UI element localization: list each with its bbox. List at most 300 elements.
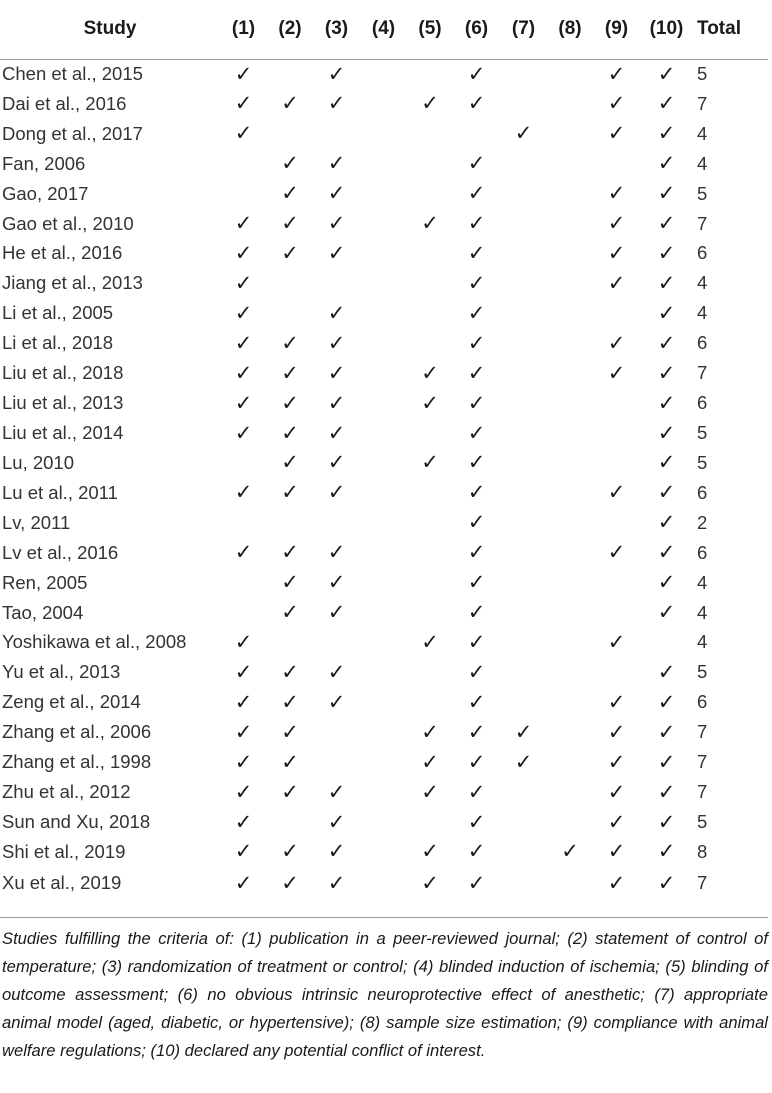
criterion-check-mark: ✓: [467, 660, 486, 684]
criterion-empty-cell: [313, 747, 360, 777]
criterion-empty-cell: [547, 538, 593, 568]
criterion-check-mark: ✓: [234, 92, 253, 116]
total-score-cell: 4: [697, 302, 708, 324]
total-score-cell: 4: [697, 631, 708, 653]
criterion-empty-cell: [360, 777, 407, 807]
criterion-empty-cell: [547, 657, 593, 687]
criterion-empty-cell: [500, 867, 547, 900]
total-score-cell: 4: [697, 152, 708, 174]
criterion-empty-cell: [500, 179, 547, 209]
criterion-empty-cell: [407, 807, 453, 837]
criterion-empty-cell: [500, 687, 547, 717]
criterion-check-mark: ✓: [467, 331, 486, 355]
criterion-check-mark: ✓: [281, 451, 299, 475]
criterion-check-mark: ✓: [607, 361, 626, 385]
study-name-cell: Zeng et al., 2014: [2, 691, 141, 713]
criterion-empty-cell: [547, 179, 593, 209]
criterion-empty-cell: [593, 149, 640, 179]
criterion-check-mark: ✓: [607, 541, 626, 565]
criterion-empty-cell: [500, 598, 547, 628]
study-name-cell: Tao, 2004: [2, 601, 84, 623]
criterion-check-mark: ✓: [327, 541, 346, 565]
criterion-empty-cell: [500, 538, 547, 568]
criterion-check-mark: ✓: [607, 810, 626, 834]
criterion-empty-cell: [360, 657, 407, 687]
criterion-check-mark: ✓: [421, 630, 439, 654]
criterion-check-mark: ✓: [467, 92, 486, 116]
criterion-empty-cell: [407, 59, 453, 89]
column-header-criterion-1: (1): [220, 0, 267, 59]
criterion-empty-cell: [593, 508, 640, 538]
total-score-cell: 5: [697, 63, 708, 85]
criterion-check-mark: ✓: [467, 720, 486, 744]
criterion-check-mark: ✓: [657, 361, 676, 385]
study-name-cell: Li et al., 2005: [2, 302, 114, 324]
criterion-check-mark: ✓: [467, 601, 486, 625]
total-score-cell: 6: [697, 541, 708, 563]
criterion-check-mark: ✓: [421, 451, 439, 475]
criterion-empty-cell: [267, 628, 313, 658]
criterion-empty-cell: [407, 478, 453, 508]
criterion-check-mark: ✓: [657, 92, 676, 116]
criterion-check-mark: ✓: [467, 391, 486, 415]
criterion-check-mark: ✓: [234, 690, 253, 714]
criterion-check-mark: ✓: [607, 720, 626, 744]
criterion-empty-cell: [500, 358, 547, 388]
criterion-check-mark: ✓: [657, 511, 676, 535]
criterion-empty-cell: [593, 598, 640, 628]
criterion-check-mark: ✓: [327, 601, 346, 625]
study-name-cell: Jiang et al., 2013: [2, 272, 143, 294]
criterion-empty-cell: [360, 538, 407, 568]
criterion-check-mark: ✓: [657, 451, 676, 475]
study-name-cell: Lu, 2010: [2, 451, 75, 473]
criterion-check-mark: ✓: [467, 541, 486, 565]
table-header-row: [0, 0, 768, 59]
table-row: [0, 478, 768, 508]
criterion-check-mark: ✓: [657, 212, 676, 236]
criterion-check-mark: ✓: [657, 810, 676, 834]
criterion-check-mark: ✓: [327, 241, 346, 265]
criterion-empty-cell: [313, 628, 360, 658]
criterion-check-mark: ✓: [234, 301, 253, 325]
criterion-empty-cell: [407, 239, 453, 269]
criterion-empty-cell: [500, 59, 547, 89]
criterion-check-mark: ✓: [281, 601, 299, 625]
criterion-check-mark: ✓: [234, 660, 253, 684]
criterion-check-mark: ✓: [234, 271, 253, 295]
criterion-check-mark: ✓: [607, 630, 626, 654]
criterion-empty-cell: [593, 388, 640, 418]
criterion-check-mark: ✓: [657, 541, 676, 565]
criterion-check-mark: ✓: [421, 840, 439, 864]
criterion-empty-cell: [500, 209, 547, 239]
total-score-cell: 4: [697, 601, 708, 623]
criterion-check-mark: ✓: [467, 630, 486, 654]
criterion-check-mark: ✓: [281, 750, 299, 774]
criterion-empty-cell: [360, 358, 407, 388]
column-header-criterion-10: (10): [640, 0, 693, 59]
column-header-criterion-4: (4): [360, 0, 407, 59]
table-footnote: Studies fulfilling the criteria of: (1) publication in a peer-reviewed journal; (2) statement of control of temperature; (3) randomization of treatment or control; (4) blinded induction of ischemia; (5) blinding of outcome assessment; (6) no obvious intrinsic neuroprotective effect of anesthetic; (7) appropriate animal model (aged, diabetic, or hypertensive); (8) sample size estimation; (9) compliance with animal welfare regulations; (10) declared any potential conflict of interest.: [2, 929, 768, 1060]
criterion-check-mark: ✓: [657, 152, 676, 176]
table-row: [0, 418, 768, 448]
table-body: [0, 59, 768, 900]
criterion-empty-cell: [360, 239, 407, 269]
criterion-check-mark: ✓: [327, 840, 346, 864]
criterion-check-mark: ✓: [561, 840, 579, 864]
criterion-check-mark: ✓: [467, 421, 486, 445]
table-row: [0, 538, 768, 568]
criterion-empty-cell: [547, 149, 593, 179]
criterion-empty-cell: [360, 298, 407, 328]
column-header-criterion-7: (7): [500, 0, 547, 59]
criterion-empty-cell: [500, 657, 547, 687]
criterion-check-mark: ✓: [234, 361, 253, 385]
criterion-empty-cell: [407, 119, 453, 149]
criterion-check-mark: ✓: [657, 601, 676, 625]
criterion-check-mark: ✓: [421, 212, 439, 236]
criterion-empty-cell: [547, 628, 593, 658]
criterion-empty-cell: [267, 807, 313, 837]
criterion-empty-cell: [360, 179, 407, 209]
criterion-empty-cell: [547, 119, 593, 149]
criterion-check-mark: ✓: [281, 871, 299, 895]
criterion-check-mark: ✓: [327, 152, 346, 176]
criterion-empty-cell: [220, 448, 267, 478]
criterion-check-mark: ✓: [327, 660, 346, 684]
criterion-check-mark: ✓: [657, 391, 676, 415]
criterion-check-mark: ✓: [467, 840, 486, 864]
criterion-check-mark: ✓: [281, 541, 299, 565]
criterion-empty-cell: [360, 448, 407, 478]
criterion-empty-cell: [407, 568, 453, 598]
criterion-empty-cell: [313, 717, 360, 747]
criterion-check-mark: ✓: [607, 122, 626, 146]
table-row: [0, 717, 768, 747]
criterion-empty-cell: [500, 448, 547, 478]
total-score-cell: 6: [697, 481, 708, 503]
criterion-check-mark: ✓: [467, 871, 486, 895]
criterion-check-mark: ✓: [657, 571, 676, 595]
total-score-cell: 6: [697, 392, 708, 414]
criterion-empty-cell: [407, 149, 453, 179]
criterion-check-mark: ✓: [607, 780, 626, 804]
criterion-check-mark: ✓: [607, 690, 626, 714]
study-name-cell: Zhang et al., 1998: [2, 751, 152, 773]
criterion-check-mark: ✓: [467, 271, 486, 295]
criterion-empty-cell: [220, 508, 267, 538]
criterion-empty-cell: [547, 717, 593, 747]
criterion-check-mark: ✓: [607, 840, 626, 864]
criterion-empty-cell: [360, 867, 407, 900]
criterion-empty-cell: [360, 268, 407, 298]
criterion-check-mark: ✓: [657, 481, 676, 505]
criterion-check-mark: ✓: [467, 301, 486, 325]
total-score-cell: 5: [697, 451, 708, 473]
total-score-cell: 7: [697, 781, 708, 803]
criterion-check-mark: ✓: [281, 212, 299, 236]
study-name-cell: Gao, 2017: [2, 182, 89, 204]
criterion-check-mark: ✓: [467, 750, 486, 774]
table-row: [0, 328, 768, 358]
criterion-check-mark: ✓: [327, 391, 346, 415]
column-header-criterion-8: (8): [547, 0, 593, 59]
total-score-cell: 7: [697, 721, 708, 743]
criterion-empty-cell: [500, 89, 547, 119]
column-header-criterion-2: (2): [267, 0, 313, 59]
criterion-empty-cell: [500, 568, 547, 598]
criterion-empty-cell: [547, 777, 593, 807]
study-name-cell: Li et al., 2018: [2, 332, 114, 354]
criterion-check-mark: ✓: [234, 541, 253, 565]
criterion-empty-cell: [360, 328, 407, 358]
criterion-empty-cell: [500, 418, 547, 448]
criterion-check-mark: ✓: [657, 122, 676, 146]
criterion-empty-cell: [500, 508, 547, 538]
criterion-check-mark: ✓: [421, 361, 439, 385]
criterion-empty-cell: [500, 239, 547, 269]
criterion-check-mark: ✓: [467, 241, 486, 265]
criterion-check-mark: ✓: [234, 391, 253, 415]
criterion-check-mark: ✓: [281, 481, 299, 505]
criterion-empty-cell: [267, 508, 313, 538]
criterion-empty-cell: [500, 478, 547, 508]
criterion-check-mark: ✓: [467, 212, 486, 236]
criterion-empty-cell: [360, 598, 407, 628]
criterion-check-mark: ✓: [467, 361, 486, 385]
table-row: [0, 239, 768, 269]
criterion-check-mark: ✓: [234, 241, 253, 265]
table-row: [0, 209, 768, 239]
total-score-cell: 2: [697, 511, 708, 533]
criterion-check-mark: ✓: [327, 871, 346, 895]
criterion-check-mark: ✓: [281, 421, 299, 445]
total-score-cell: 5: [697, 811, 708, 832]
criterion-check-mark: ✓: [281, 182, 299, 206]
criterion-empty-cell: [360, 687, 407, 717]
criterion-empty-cell: [407, 508, 453, 538]
criterion-empty-cell: [313, 119, 360, 149]
criterion-check-mark: ✓: [607, 62, 626, 86]
criterion-check-mark: ✓: [657, 421, 676, 445]
criterion-check-mark: ✓: [234, 810, 253, 834]
criterion-check-mark: ✓: [234, 750, 253, 774]
table-row: [0, 598, 768, 628]
criterion-check-mark: ✓: [657, 62, 676, 86]
criterion-check-mark: ✓: [234, 630, 253, 654]
criterion-empty-cell: [407, 328, 453, 358]
table-row: [0, 298, 768, 328]
criterion-check-mark: ✓: [514, 720, 533, 744]
study-name-cell: Zhu et al., 2012: [2, 781, 131, 803]
criterion-check-mark: ✓: [234, 212, 253, 236]
column-header-study: Study: [0, 0, 220, 59]
criterion-empty-cell: [267, 59, 313, 89]
criterion-check-mark: ✓: [607, 481, 626, 505]
criterion-empty-cell: [407, 179, 453, 209]
criterion-check-mark: ✓: [514, 750, 533, 774]
criterion-empty-cell: [360, 209, 407, 239]
criterion-check-mark: ✓: [281, 152, 299, 176]
study-name-cell: Sun and Xu, 2018: [2, 811, 151, 832]
criterion-check-mark: ✓: [281, 331, 299, 355]
criterion-check-mark: ✓: [327, 92, 346, 116]
criterion-check-mark: ✓: [514, 122, 533, 146]
total-score-cell: 6: [697, 242, 708, 264]
criterion-empty-cell: [500, 807, 547, 837]
table-row: [0, 747, 768, 777]
criterion-empty-cell: [500, 777, 547, 807]
study-name-cell: Shi et al., 2019: [2, 840, 126, 862]
criterion-empty-cell: [500, 628, 547, 658]
criterion-empty-cell: [500, 298, 547, 328]
criterion-check-mark: ✓: [467, 152, 486, 176]
column-header-criterion-3: (3): [313, 0, 360, 59]
criterion-empty-cell: [547, 598, 593, 628]
criterion-check-mark: ✓: [327, 780, 346, 804]
criterion-empty-cell: [407, 687, 453, 717]
study-name-cell: Yoshikawa et al., 2008: [2, 631, 187, 653]
criterion-empty-cell: [547, 687, 593, 717]
criterion-check-mark: ✓: [421, 780, 439, 804]
table-row: [0, 119, 768, 149]
criterion-check-mark: ✓: [607, 271, 626, 295]
criterion-check-mark: ✓: [607, 241, 626, 265]
criterion-check-mark: ✓: [657, 182, 676, 206]
total-score-cell: 4: [697, 122, 708, 144]
criterion-check-mark: ✓: [327, 182, 346, 206]
criterion-empty-cell: [407, 298, 453, 328]
table-row: [0, 657, 768, 687]
criterion-empty-cell: [547, 448, 593, 478]
criterion-empty-cell: [547, 328, 593, 358]
criterion-empty-cell: [360, 717, 407, 747]
criterion-empty-cell: [593, 568, 640, 598]
criterion-empty-cell: [313, 268, 360, 298]
total-score-cell: 8: [697, 840, 708, 862]
criterion-check-mark: ✓: [421, 720, 439, 744]
column-header-total: Total: [693, 0, 768, 59]
study-name-cell: Liu et al., 2014: [2, 422, 124, 444]
study-name-cell: Lv, 2011: [2, 511, 71, 533]
criterion-empty-cell: [547, 239, 593, 269]
total-score-cell: 7: [697, 212, 708, 234]
criterion-empty-cell: [360, 418, 407, 448]
criterion-empty-cell: [220, 149, 267, 179]
criterion-empty-cell: [407, 418, 453, 448]
criterion-check-mark: ✓: [657, 720, 676, 744]
criterion-check-mark: ✓: [234, 421, 253, 445]
criterion-check-mark: ✓: [327, 571, 346, 595]
total-score-cell: 6: [697, 691, 708, 713]
criterion-empty-cell: [500, 388, 547, 418]
criterion-empty-cell: [360, 478, 407, 508]
criterion-check-mark: ✓: [281, 391, 299, 415]
criterion-check-mark: ✓: [327, 212, 346, 236]
criterion-check-mark: ✓: [281, 241, 299, 265]
table-row: [0, 149, 768, 179]
criterion-empty-cell: [407, 657, 453, 687]
total-score-cell: 6: [697, 332, 708, 354]
criterion-check-mark: ✓: [327, 421, 346, 445]
column-header-criterion-5: (5): [407, 0, 453, 59]
criterion-empty-cell: [360, 59, 407, 89]
criterion-empty-cell: [500, 328, 547, 358]
criterion-check-mark: ✓: [657, 690, 676, 714]
criterion-empty-cell: [547, 568, 593, 598]
total-score-cell: 5: [697, 182, 708, 204]
criterion-check-mark: ✓: [657, 301, 676, 325]
table-row: [0, 687, 768, 717]
criterion-empty-cell: [593, 657, 640, 687]
criterion-check-mark: ✓: [467, 182, 486, 206]
criterion-check-mark: ✓: [234, 62, 253, 86]
criterion-check-mark: ✓: [327, 451, 346, 475]
criterion-empty-cell: [547, 508, 593, 538]
total-score-cell: 7: [697, 92, 708, 114]
study-name-cell: Dai et al., 2016: [2, 92, 127, 114]
table-row: [0, 448, 768, 478]
criterion-check-mark: ✓: [607, 871, 626, 895]
criterion-empty-cell: [360, 807, 407, 837]
criterion-check-mark: ✓: [234, 720, 253, 744]
criterion-empty-cell: [360, 388, 407, 418]
criterion-check-mark: ✓: [467, 780, 486, 804]
criterion-check-mark: ✓: [281, 92, 299, 116]
criterion-empty-cell: [547, 867, 593, 900]
criterion-empty-cell: [220, 568, 267, 598]
criterion-check-mark: ✓: [327, 690, 346, 714]
table-row: [0, 179, 768, 209]
study-name-cell: Xu et al., 2019: [2, 872, 122, 894]
column-header-criterion-6: (6): [453, 0, 500, 59]
criterion-empty-cell: [547, 209, 593, 239]
criterion-empty-cell: [547, 807, 593, 837]
total-score-cell: 4: [697, 571, 708, 593]
total-score-cell: 4: [697, 272, 708, 294]
criterion-empty-cell: [547, 298, 593, 328]
table-row: [0, 628, 768, 658]
criterion-check-mark: ✓: [281, 780, 299, 804]
criterion-empty-cell: [313, 508, 360, 538]
study-name-cell: Chen et al., 2015: [2, 63, 143, 85]
table-row: [0, 807, 768, 837]
criterion-empty-cell: [640, 628, 693, 658]
criterion-empty-cell: [547, 358, 593, 388]
criterion-check-mark: ✓: [467, 481, 486, 505]
criterion-check-mark: ✓: [467, 451, 486, 475]
criterion-check-mark: ✓: [234, 780, 253, 804]
study-name-cell: Liu et al., 2018: [2, 362, 124, 384]
criterion-check-mark: ✓: [657, 271, 676, 295]
criterion-empty-cell: [593, 418, 640, 448]
criterion-check-mark: ✓: [607, 331, 626, 355]
criterion-check-mark: ✓: [281, 660, 299, 684]
table-row: [0, 867, 768, 900]
criterion-check-mark: ✓: [467, 690, 486, 714]
criterion-empty-cell: [500, 837, 547, 867]
criterion-check-mark: ✓: [467, 571, 486, 595]
criterion-check-mark: ✓: [234, 331, 253, 355]
criterion-check-mark: ✓: [281, 361, 299, 385]
criterion-empty-cell: [547, 89, 593, 119]
table-row: [0, 777, 768, 807]
criterion-check-mark: ✓: [281, 690, 299, 714]
criterion-empty-cell: [547, 418, 593, 448]
table-row: [0, 358, 768, 388]
total-score-cell: 7: [697, 751, 708, 773]
